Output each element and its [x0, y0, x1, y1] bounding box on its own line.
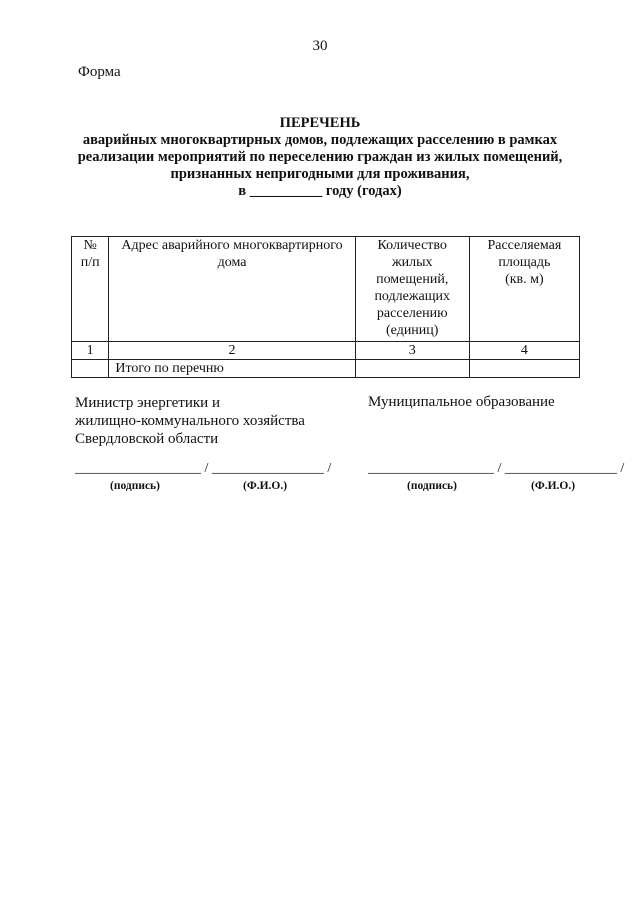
table-total-row [72, 360, 580, 378]
ministry-signatory [75, 394, 305, 448]
header-area-line: площадь [498, 255, 551, 270]
header-num-line: № [83, 238, 97, 253]
index-cell: 2 [109, 342, 355, 360]
title-line-2: аварийных многоквартирных домов, подлежащих расселению в рамках [82, 132, 558, 148]
header-area-line: Расселяемая [487, 238, 562, 253]
header-quantity-line: Количество [377, 238, 447, 253]
total-empty-cell [72, 360, 109, 378]
index-cell: 3 [355, 342, 469, 360]
caption-sign-right: (подпись) [407, 480, 457, 492]
ministry-line: Министр энергетики и [75, 395, 220, 411]
header-quantity-line: расселению [376, 306, 448, 321]
signature-line-right: __________________ / ________________ / [368, 461, 625, 476]
header-num [72, 237, 109, 342]
title-line-3: реализации мероприятий по переселению граждан из жилых помещений, [77, 149, 563, 165]
caption-name-left: (Ф.И.О.) [243, 480, 288, 492]
header-address-line: Адрес аварийного многоквартирного [121, 238, 343, 253]
page-number: 30 [312, 38, 328, 54]
header-quantity-line: (единиц) [386, 323, 439, 338]
index-cell: 4 [469, 342, 579, 360]
caption-name-right: (Ф.И.О.) [531, 480, 576, 492]
title-heading: ПЕРЕЧЕНЬ [279, 115, 361, 131]
ministry-line: Свердловской области [75, 431, 219, 447]
header-quantity-line: помещений, [376, 272, 449, 287]
header-address [109, 237, 355, 342]
header-quantity [355, 237, 469, 342]
title-line-5: в __________ году (годах) [238, 183, 402, 199]
title-line-4: признанных непригодными для проживания, [170, 166, 470, 182]
municipality-signatory: Муниципальное образование [368, 394, 555, 410]
header-quantity-line: подлежащих [374, 289, 451, 304]
ministry-line: жилищно-коммунального хозяйства [75, 413, 305, 429]
header-address-line: дома [217, 255, 247, 270]
total-empty-cell [469, 360, 579, 378]
signature-line-left: __________________ / ________________ / [75, 461, 332, 476]
form-label: Форма [78, 64, 121, 80]
document-title [60, 115, 580, 200]
total-empty-cell [355, 360, 469, 378]
table-index-row [72, 342, 580, 360]
header-num-line: п/п [80, 255, 100, 270]
table-header-row [72, 237, 580, 342]
housing-list-table [71, 236, 580, 378]
header-quantity-line: жилых [391, 255, 433, 270]
header-area-line: (кв. м) [505, 272, 544, 287]
total-label: Итого по перечню [109, 360, 355, 378]
header-area [469, 237, 579, 342]
caption-sign-left: (подпись) [110, 480, 160, 492]
index-cell: 1 [72, 342, 109, 360]
